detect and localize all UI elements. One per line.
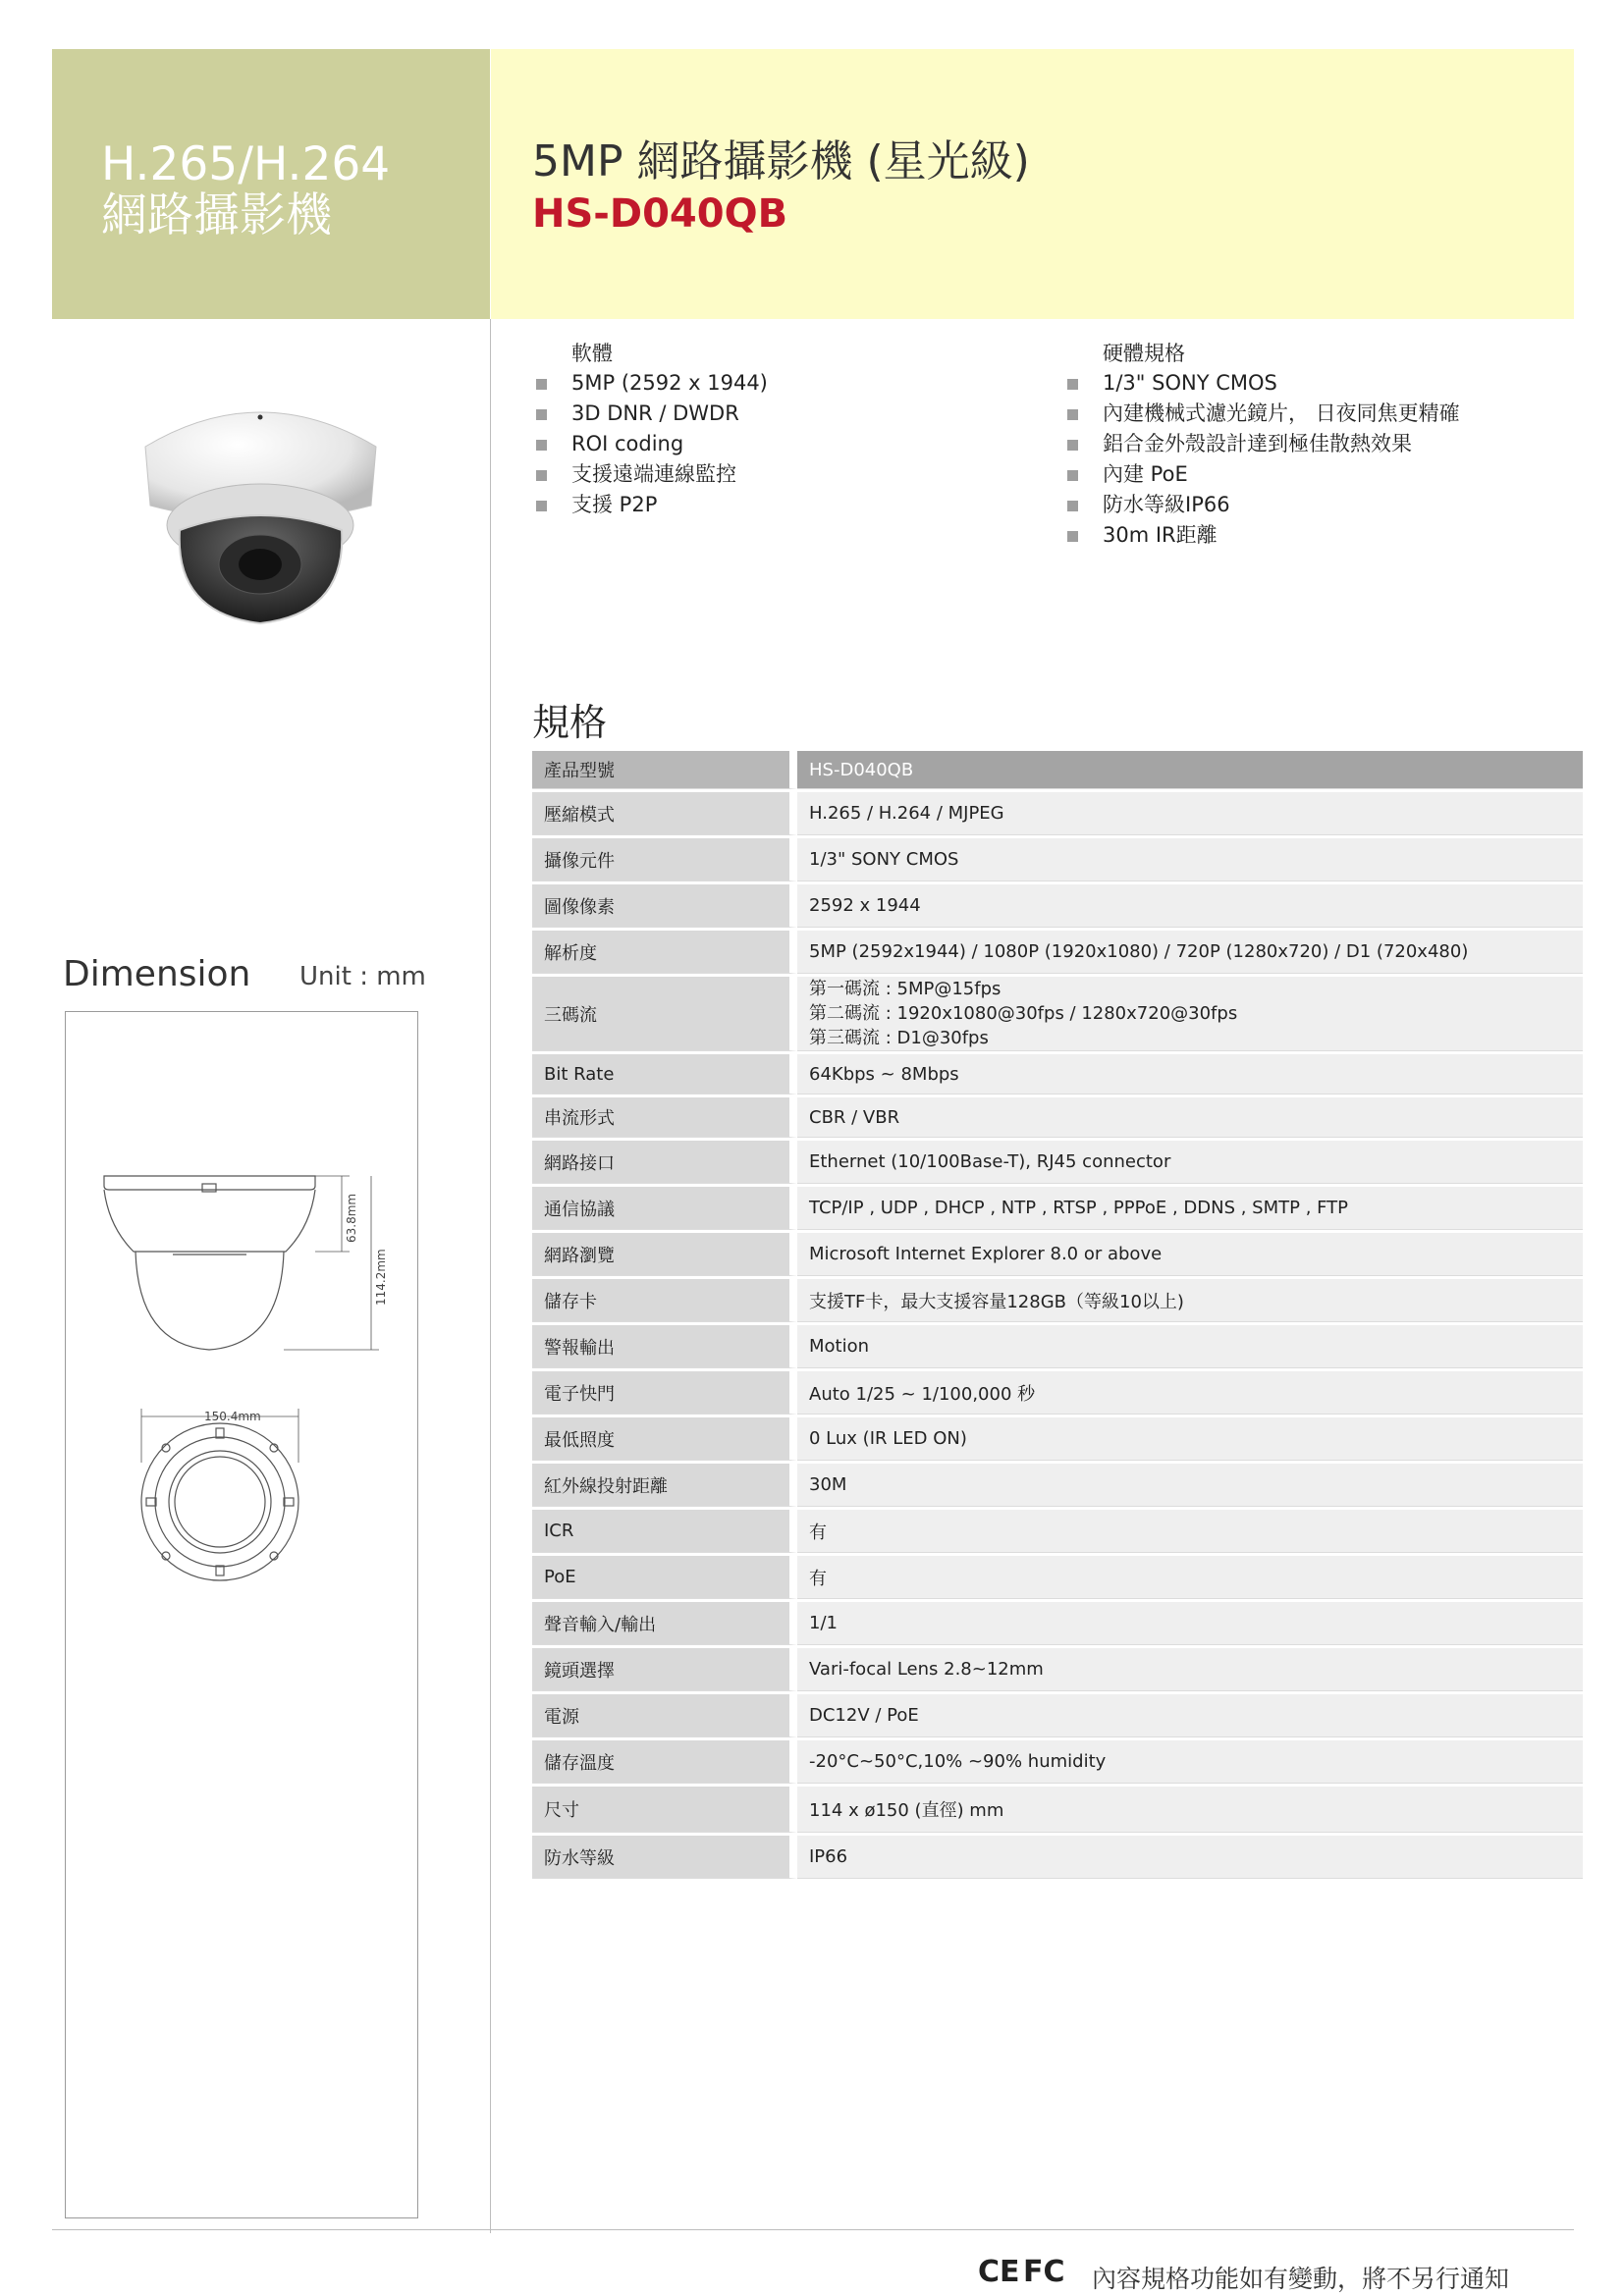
top-view <box>141 1409 298 1580</box>
spec-key: 壓縮模式 <box>532 792 797 835</box>
footer-divider <box>52 2229 1574 2230</box>
spec-key: PoE <box>532 1556 797 1599</box>
spec-key: 圖像像素 <box>532 884 797 928</box>
feature-text: 內建機械式濾光鏡片， 日夜同焦更精確 <box>1103 401 1460 425</box>
bullet-square-icon <box>1067 531 1078 542</box>
feature-text: 1/3" SONY CMOS <box>1103 371 1277 395</box>
bullet-square-icon <box>536 440 547 451</box>
hardware-feature-item <box>1067 459 1460 490</box>
hardware-feature-item <box>1067 429 1460 459</box>
spec-row <box>532 1417 1583 1461</box>
spec-value: CBR / VBR <box>797 1097 1583 1138</box>
spec-row <box>532 1836 1583 1879</box>
category-line-1: H.265/H.264 <box>101 137 391 191</box>
spec-row <box>532 1325 1583 1368</box>
bullet-square-icon <box>1067 409 1078 420</box>
dimension-drawing <box>65 1011 418 1600</box>
feature-text: 防水等級IP66 <box>1103 493 1230 516</box>
spec-key: 紅外線投射距離 <box>532 1464 797 1507</box>
software-heading: 軟體 <box>571 342 613 365</box>
spec-row <box>532 792 1583 835</box>
category-line-2: 網路攝影機 <box>101 188 332 242</box>
spec-row <box>532 1510 1583 1553</box>
spec-row <box>532 1187 1583 1230</box>
bullet-square-icon <box>1067 440 1078 451</box>
height-total-label: 114.2mm <box>374 1249 388 1306</box>
product-title: 5MP 網路攝影機 (星光級) <box>532 136 1030 187</box>
spec-row <box>532 1602 1583 1645</box>
bullet-square-icon <box>536 501 547 511</box>
bullet-square-icon <box>536 379 547 390</box>
spec-value: 1/3" SONY CMOS <box>797 838 1583 881</box>
spec-value: Microsoft Internet Explorer 8.0 or above <box>797 1233 1583 1276</box>
spec-value: 支援TF卡，最大支援容量128GB（等級10以上) <box>797 1279 1583 1322</box>
spec-value: DC12V / PoE <box>797 1694 1583 1737</box>
side-view <box>104 1176 379 1350</box>
spec-table <box>532 748 1583 1882</box>
spec-key: 攝像元件 <box>532 838 797 881</box>
bullet-square-icon <box>1067 470 1078 481</box>
hardware-feature-item <box>1067 490 1460 520</box>
spec-value: 114 x ø150 (直徑) mm <box>797 1787 1583 1833</box>
spec-row <box>532 1464 1583 1507</box>
feature-text: 內建 PoE <box>1103 462 1188 486</box>
spec-value: 有 <box>797 1556 1583 1599</box>
spec-value: Vari-focal Lens 2.8~12mm <box>797 1648 1583 1691</box>
spec-key: 儲存溫度 <box>532 1740 797 1784</box>
fc-mark: FC <box>1023 2255 1065 2289</box>
spec-row <box>532 977 1583 1051</box>
spec-row <box>532 1279 1583 1322</box>
spec-key: 產品型號 <box>532 751 797 789</box>
category-title <box>101 139 390 241</box>
spec-key: 網路接口 <box>532 1141 797 1184</box>
spec-key: 串流形式 <box>532 1097 797 1138</box>
dome-camera-photo <box>135 388 386 633</box>
feature-text: 5MP (2592 x 1944) <box>571 371 768 395</box>
spec-value: 0 Lux (IR LED ON) <box>797 1417 1583 1461</box>
feature-text: 3D DNR / DWDR <box>571 401 739 425</box>
spec-value: 30M <box>797 1464 1583 1507</box>
spec-key: Bit Rate <box>532 1054 797 1095</box>
feature-text: 30m IR距離 <box>1103 523 1218 547</box>
spec-value: Motion <box>797 1325 1583 1368</box>
spec-row <box>532 884 1583 928</box>
software-feature-item <box>536 368 768 399</box>
spec-value: TCP/IP , UDP , DHCP , NTP , RTSP , PPPoE , DDNS , SMTP , FTP <box>797 1187 1583 1230</box>
spec-key: 解析度 <box>532 931 797 974</box>
spec-value: IP66 <box>797 1836 1583 1879</box>
hardware-feature-item <box>1067 368 1460 399</box>
spec-row <box>532 838 1583 881</box>
spec-key: ICR <box>532 1510 797 1553</box>
spec-value: 64Kbps ~ 8Mbps <box>797 1054 1583 1095</box>
spec-value: Auto 1/25 ~ 1/100,000 秒 <box>797 1371 1583 1415</box>
spec-title: 規格 <box>532 701 608 744</box>
spec-key: 鏡頭選擇 <box>532 1648 797 1691</box>
spec-value-line: 第三碼流 : D1@30fps <box>809 1028 989 1048</box>
spec-key: 電源 <box>532 1694 797 1737</box>
bullet-square-icon <box>536 470 547 481</box>
spec-key: 尺寸 <box>532 1787 797 1833</box>
diameter-label: 150.4mm <box>204 1410 261 1423</box>
spec-key: 聲音輸入/輸出 <box>532 1602 797 1645</box>
spec-row <box>532 1740 1583 1784</box>
spec-row <box>532 1556 1583 1599</box>
hardware-features <box>1067 339 1460 551</box>
hardware-feature-item <box>1067 399 1460 429</box>
product-banner <box>491 49 1574 319</box>
hardware-feature-item <box>1067 520 1460 551</box>
product-model: HS-D040QB <box>532 191 788 237</box>
column-divider <box>490 319 491 2233</box>
spec-row <box>532 931 1583 974</box>
spec-row <box>532 1054 1583 1095</box>
spec-row <box>532 751 1583 789</box>
spec-row <box>532 1694 1583 1737</box>
spec-key: 最低照度 <box>532 1417 797 1461</box>
software-feature-item <box>536 399 768 429</box>
spec-value-line: 第二碼流 : 1920x1080@30fps / 1280x720@30fps <box>809 1003 1238 1024</box>
ce-mark: CE <box>978 2255 1020 2289</box>
spec-value: 2592 x 1944 <box>797 884 1583 928</box>
software-feature-item <box>536 490 768 520</box>
spec-row <box>532 1787 1583 1833</box>
spec-value: HS-D040QB <box>797 751 1583 789</box>
spec-value: 1/1 <box>797 1602 1583 1645</box>
spec-value-line: 第一碼流 : 5MP@15fps <box>809 979 1001 999</box>
spec-key: 三碼流 <box>532 977 797 1051</box>
spec-value: 5MP (2592x1944) / 1080P (1920x1080) / 720P (1280x720) / D1 (720x480) <box>797 931 1583 974</box>
spec-row <box>532 1648 1583 1691</box>
spec-row <box>532 1141 1583 1184</box>
bullet-square-icon <box>536 409 547 420</box>
dimension-unit: Unit : mm <box>299 962 426 991</box>
software-feature-item <box>536 459 768 490</box>
hardware-heading: 硬體規格 <box>1103 342 1185 365</box>
spec-row <box>532 1371 1583 1415</box>
bullet-square-icon <box>1067 379 1078 390</box>
bullet-square-icon <box>1067 501 1078 511</box>
spec-key: 通信協議 <box>532 1187 797 1230</box>
footer-note: 內容規格功能如有變動，將不另行通知 <box>1092 2265 1510 2293</box>
spec-key: 警報輸出 <box>532 1325 797 1368</box>
feature-text: ROI coding <box>571 432 684 455</box>
height-small-label: 63.8mm <box>345 1193 358 1243</box>
spec-row <box>532 1233 1583 1276</box>
feature-text: 鋁合金外殼設計達到極佳散熱效果 <box>1103 432 1412 455</box>
feature-text: 支援 P2P <box>571 493 658 516</box>
spec-row <box>532 1097 1583 1138</box>
spec-value <box>797 977 1583 1051</box>
software-feature-item <box>536 429 768 459</box>
spec-value: Ethernet (10/100Base-T), RJ45 connector <box>797 1141 1583 1184</box>
dimension-title: Dimension <box>63 954 251 994</box>
spec-key: 電子快門 <box>532 1371 797 1415</box>
software-features <box>536 339 768 520</box>
spec-value: 有 <box>797 1510 1583 1553</box>
spec-value: -20°C~50°C,10% ~90% humidity <box>797 1740 1583 1784</box>
spec-key: 防水等級 <box>532 1836 797 1879</box>
feature-text: 支援遠端連線監控 <box>571 462 736 486</box>
spec-key: 網路瀏覽 <box>532 1233 797 1276</box>
spec-value: H.265 / H.264 / MJPEG <box>797 792 1583 835</box>
category-banner <box>52 49 490 319</box>
spec-key: 儲存卡 <box>532 1279 797 1322</box>
